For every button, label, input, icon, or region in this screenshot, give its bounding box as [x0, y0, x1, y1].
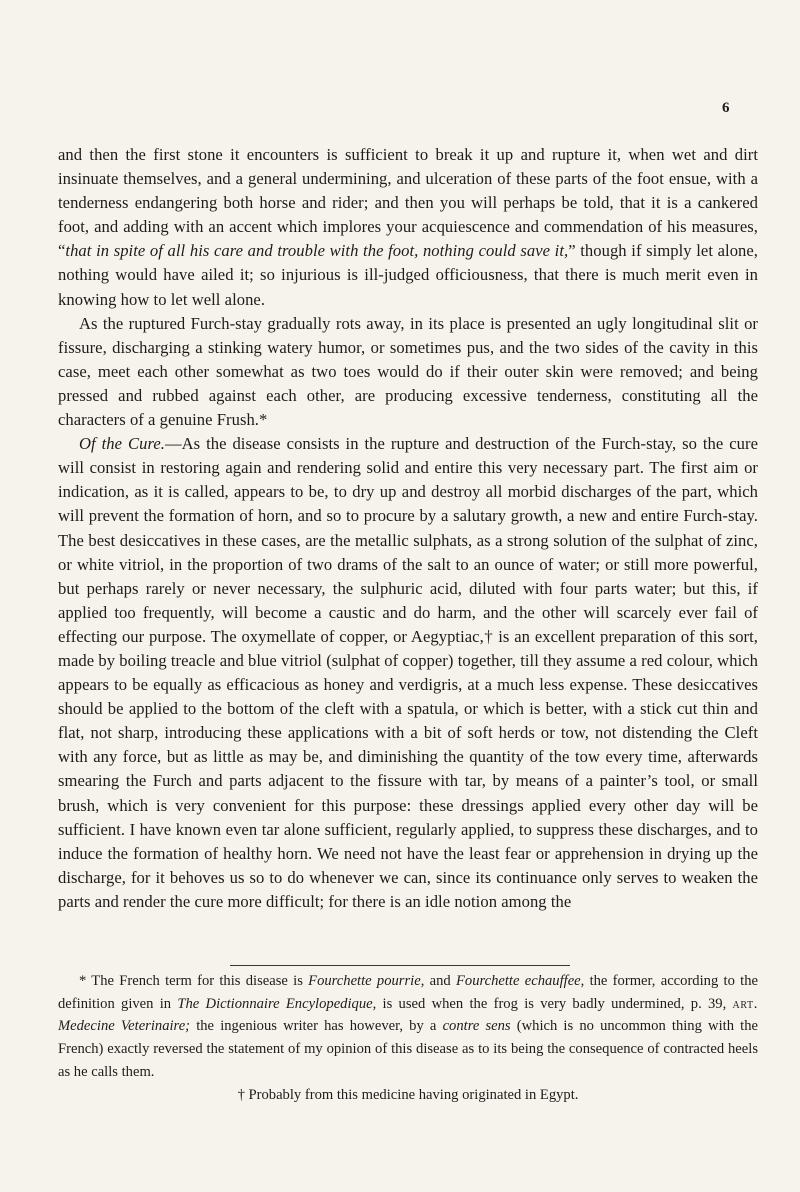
paragraph-1-quote: that in spite of all his care and trouble with the foot, nothing could save it,: [65, 241, 569, 261]
paragraph-1-text-b: ” though if simply let alone, nothing would have ailed it; so injurious is ill-judged officiousness, that there is much merit even in knowing how to let well alone.: [58, 241, 758, 309]
footnote-divider: [230, 965, 570, 966]
footnote-work-title: The Dictionnaire Encylopedique: [177, 995, 373, 1012]
page-number: 6: [722, 100, 730, 116]
cure-heading: Of the Cure.: [79, 434, 165, 454]
paragraph-3: [58, 432, 758, 914]
paragraph-2: As the ruptured Furch-stay gradually rots away, in its place is presented an ugly longitudinal slit or fissure, discharging a stinking watery humor, or sometimes pus, and the two sides of the cavity in this case, meet each other somewhat as two toes would do if their outer skin were removed; and being pressed and rubbed against each other, are producing excessive tenderness, constituting all the characters of a genuine Frush.*: [58, 313, 758, 430]
footnote-1-text-a: * The French term for this disease is: [79, 973, 309, 989]
footnotes: [58, 970, 758, 1106]
footnote-1-text-d: , is used when the frog is very badly undermined, p. 39,: [372, 995, 733, 1012]
paragraph-1: [58, 143, 758, 312]
footnote-term-2: Fourchette echauffee: [455, 973, 581, 989]
footnote-1-text-g: (which is no uncommon thing with the French) exactly reversed the statement of my opinion of this disease as to its being the consequence of contracted heels as he calls them.: [58, 1018, 758, 1080]
paragraph-3-text: —As the disease consists in the rupture and destruction of the Furch-stay, so the cure will consist in restoring again and rendering solid and entire this very necessary part. The first aim or indication, as it is called, appears to be, to dry up and destroy all morbid discharges of the part, which will prevent the formation of horn, and so to procure by a salutary growth, a new and entire Furch-stay. The best desiccatives in these cases, are the metallic sulphats, as a strong solution of the sulphat of zinc, or white vitriol, in the proportion of two drams of the salt to an ounce of water; or still more powerful, but perhaps rarely or never necessary, the sulphuric acid, diluted with four parts water; but this, if applied too frequently, will become a caustic and do harm, and the other will scarcely ever fail of effecting our purpose. The oxymellate of copper, or Aegyptiac,† is an excellent preparation of this sort, made by boiling treacle and blue vitriol (sulphat of copper) together, till they assume a red colour, which appears to be equally as efficacious as honey and verdigris, at a much less expense. These desiccatives should be applied to the bottom of the cleft with a spatula, or which is better, with a stick cut thin and flat, not sharp, introducing these applications with a bit of soft herds or tow, not distending the Cleft with any force, but as little as may be, and diminishing the quantity of the tow every time, afterwards smearing the Furch and parts adjacent to the fissure with tar, by means of a painter’s tool, or small brush, which is very convenient for this purpose: these dressings applied every other day will be sufficient. I have known even tar alone sufficient, regularly applied, to suppress these discharges, and to induce the formation of healthy horn. We need not have the least fear or apprehension in drying up the discharge, for it behoves us so to do whenever we can, since its continuance only serves to weaken the parts and render the cure more difficult; for there is an idle notion among the: [58, 434, 759, 911]
footnote-1-text-c: , the former, according to the definition given in: [58, 973, 758, 1012]
footnote-term-1: Fourchette pourrie: [308, 973, 421, 989]
paragraph-1-text-a: and then the first stone it encounters is sufficient to break it up and rupture it, when wet and dirt insinuate themselves, and a general undermining, and ulceration of these parts of the foot ensue, with a tenderness endangering both horse and rider; and then you will perhaps be told, that it is a cankered foot, and adding with an accent which implores your acquiescence and commendation of his measures, “: [58, 145, 758, 261]
footnote-1-text-f: the ingenious writer has however, by a: [190, 1018, 443, 1035]
footnote-art-abbrev: art.: [732, 995, 758, 1012]
main-text: [58, 143, 758, 914]
footnote-2: † Probably from this medicine having originated in Egypt.: [237, 1086, 579, 1103]
footnote-1: [58, 970, 758, 1084]
footnote-phrase: contre sens: [442, 1018, 511, 1035]
footnote-1-text-b: , and: [420, 973, 456, 989]
footnote-article-title: Medecine Veterinaire;: [58, 1018, 191, 1035]
